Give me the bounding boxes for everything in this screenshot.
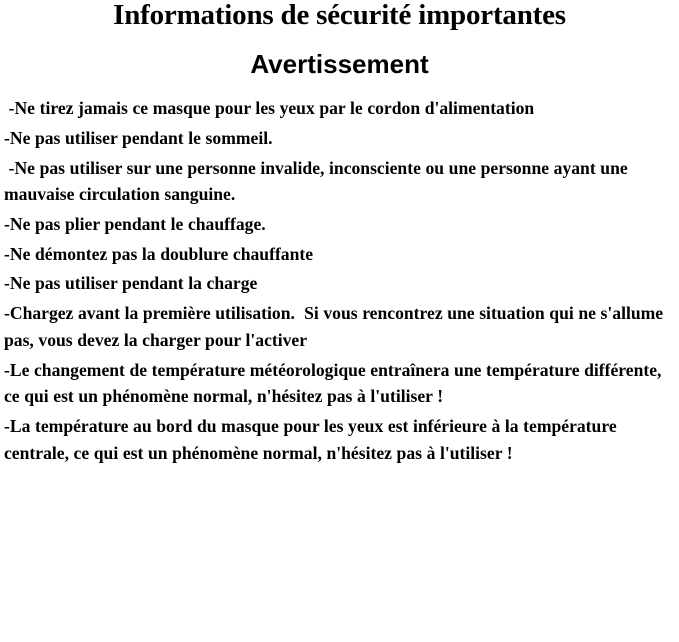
instruction-paragraph: -Ne pas plier pendant le chauffage.	[4, 213, 266, 234]
instruction-paragraph: -Chargez avant la première utilisation. Si vous rencontrez une situation qui ne s'allume pas, vous devez la charger pour l'activer	[4, 303, 668, 350]
instruction-paragraph: -Ne démontez pas la doublure chauffante	[4, 243, 314, 264]
instruction-paragraph: -Ne pas utiliser sur une personne invalide, inconsciente ou une personne ayant une mauvaise circulation sanguine.	[4, 157, 633, 205]
safety-instructions-list	[0, 79, 679, 470]
instruction-paragraph: -La température au bord du masque pour les yeux est inférieure à la température centrale, ce qui est un phénomène normal, n'hésitez pas à l'utiliser !	[4, 416, 622, 463]
page-title: Informations de sécurité importantes	[113, 0, 566, 31]
instruction-paragraph: -Ne pas utiliser pendant la charge	[4, 273, 258, 294]
instruction-paragraph: -Le changement de température météorologique entraînera une température différente, ce qui est un phénomène normal, n'hésitez pas à l'utiliser !	[4, 359, 667, 407]
warning-heading: Avertissement	[250, 49, 429, 80]
instruction-paragraph: -Ne pas utiliser pendant le sommeil.	[4, 127, 273, 148]
instruction-paragraph: -Ne tirez jamais ce masque pour les yeux par le cordon d'alimentation	[4, 98, 535, 119]
